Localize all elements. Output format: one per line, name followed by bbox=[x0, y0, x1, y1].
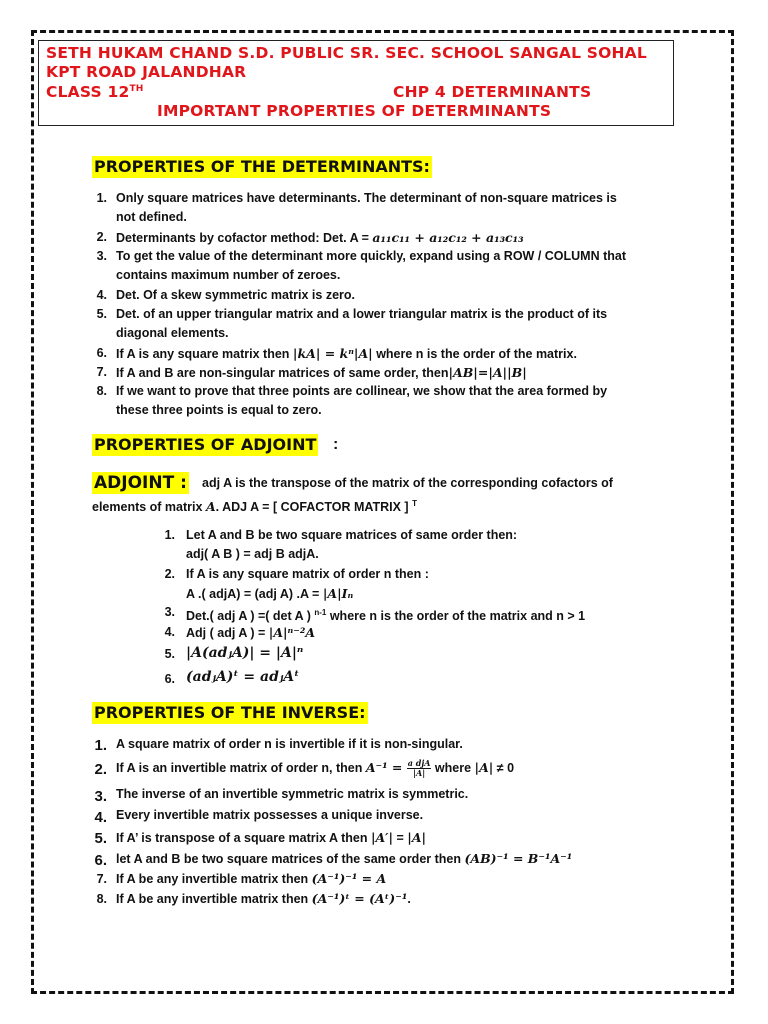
list-item: If A is any square matrix then |kA| = kⁿ|A| where n is the order of the matrix. bbox=[116, 346, 577, 361]
list-item-cont: contains maximum number of zeroes. bbox=[116, 268, 341, 282]
list-item: If A be any invertible matrix then (A⁻¹)⁻¹ = A bbox=[116, 871, 387, 886]
list-item: Det. of an upper triangular matrix and a lower triangular matrix is the product of its bbox=[116, 307, 608, 321]
list-number: 3. bbox=[94, 788, 107, 805]
list-number: 1. bbox=[94, 737, 107, 754]
list-item: Det.( adj A ) =( det A ) $^{n-1}$ where n is the order of the matrix and n > 1 bbox=[186, 608, 586, 624]
list-item: If A’ is transpose of a square matrix A then |A′| = |A| bbox=[116, 830, 427, 845]
list-number: 1. bbox=[96, 191, 107, 205]
list-number: 5. bbox=[164, 647, 175, 661]
list-number: 3. bbox=[164, 605, 175, 619]
list-number: 6. bbox=[96, 346, 107, 360]
list-number: 8. bbox=[96, 892, 107, 906]
page-title: IMPORTANT PROPERTIES OF DETERMINANTS bbox=[157, 102, 552, 120]
list-item: Determinants by cofactor method: Det. A = a₁₁c₁₁ + a₁₂c₁₂ + a₁₃c₁₃ bbox=[116, 230, 524, 245]
chapter-label: CHP 4 DETERMINANTS bbox=[393, 83, 592, 101]
list-item: A square matrix of order n is invertible if it is non-singular. bbox=[116, 737, 463, 751]
list-item-cont: these three points is equal to zero. bbox=[116, 403, 322, 417]
list-number: 7. bbox=[96, 872, 107, 886]
list-item: If A is any square matrix of order n then : bbox=[186, 567, 429, 581]
list-number: 5. bbox=[96, 307, 107, 321]
list-number: 7. bbox=[96, 365, 107, 379]
school-name: SETH HUKAM CHAND S.D. PUBLIC SR. SEC. SCHOOL SANGAL SOHAL bbox=[46, 44, 647, 62]
class-label: CLASS 12TH bbox=[46, 83, 144, 101]
list-item-cont: diagonal elements. bbox=[116, 326, 229, 340]
list-item: let A and B be two square matrices of the same order then (AB)⁻¹ = B⁻¹A⁻¹ bbox=[116, 851, 573, 866]
list-number: 4. bbox=[94, 809, 107, 826]
section-title-adjoint-properties: PROPERTIES OF ADJOINT bbox=[94, 435, 317, 454]
list-number: 8. bbox=[96, 384, 107, 398]
list-item: Only square matrices have determinants. The determinant of non-square matrices is bbox=[116, 191, 617, 205]
section-title-adjoint: ADJOINT : bbox=[94, 473, 187, 493]
list-item: If we want to prove that three points are collinear, we show that the area formed by bbox=[116, 384, 608, 398]
list-item-cont: A .( adjA) = (adj A) .A = |A|Iₙ bbox=[186, 586, 354, 601]
section-title-determinants: PROPERTIES OF THE DETERMINANTS: bbox=[94, 157, 430, 176]
inverse-fraction: $\frac{\text{a djA}}{|A|}$ bbox=[407, 758, 431, 779]
list-number: 2. bbox=[96, 230, 107, 244]
list-item: The inverse of an invertible symmetric matrix is symmetric. bbox=[116, 787, 469, 801]
list-item: |A(adⱼA)| = |A|ⁿ bbox=[186, 645, 304, 661]
section-title-colon: : bbox=[333, 436, 339, 453]
list-item: If A and B are non-singular matrices of same order, then|AB|=|A||B| bbox=[116, 365, 527, 380]
list-number: 6. bbox=[164, 672, 175, 686]
list-item: To get the value of the determinant more quickly, expand using a ROW / COLUMN that bbox=[116, 249, 627, 263]
list-number: 6. bbox=[94, 852, 107, 869]
list-number: 1. bbox=[164, 528, 175, 542]
list-number: 4. bbox=[164, 625, 175, 639]
list-item-cont: adj( A B ) = adj B adjA. bbox=[186, 547, 319, 561]
list-item: If A is an invertible matrix of order n, then A⁻¹ = $\frac{\text{a djA}}{|A|}$ where |A| ≠ 0 bbox=[116, 758, 515, 779]
adjoint-definition: adj A is the transpose of the matrix of the corresponding cofactors of bbox=[202, 476, 613, 490]
list-item: If A be any invertible matrix then (A⁻¹)ᵗ = (Aᵗ)⁻¹. bbox=[116, 891, 411, 906]
list-item: (adⱼA)ᵗ = adⱼAᵗ bbox=[186, 669, 300, 685]
list-number: 2. bbox=[94, 761, 107, 778]
list-number: 5. bbox=[94, 830, 107, 847]
list-item: Every invertible matrix possesses a unique inverse. bbox=[116, 808, 424, 822]
list-item: Let A and B be two square matrices of same order then: bbox=[186, 528, 518, 542]
cofactor-formula: a₁₁c₁₁ + a₁₂c₁₂ + a₁₃c₁₃ bbox=[372, 230, 524, 245]
list-number: 4. bbox=[96, 288, 107, 302]
list-item: Adj ( adj A ) = |A|ⁿ⁻²A bbox=[186, 625, 316, 640]
adjoint-definition-cont: elements of matrix A. ADJ A = [ COFACTOR MATRIX ] $^T$ bbox=[92, 499, 417, 515]
list-item-cont: not defined. bbox=[116, 210, 187, 224]
list-number: 2. bbox=[164, 567, 175, 581]
school-address: KPT ROAD JALANDHAR bbox=[46, 63, 247, 81]
section-title-inverse: PROPERTIES OF THE INVERSE: bbox=[94, 703, 366, 722]
list-item: Det. Of a skew symmetric matrix is zero. bbox=[116, 288, 355, 302]
list-number: 3. bbox=[96, 249, 107, 263]
